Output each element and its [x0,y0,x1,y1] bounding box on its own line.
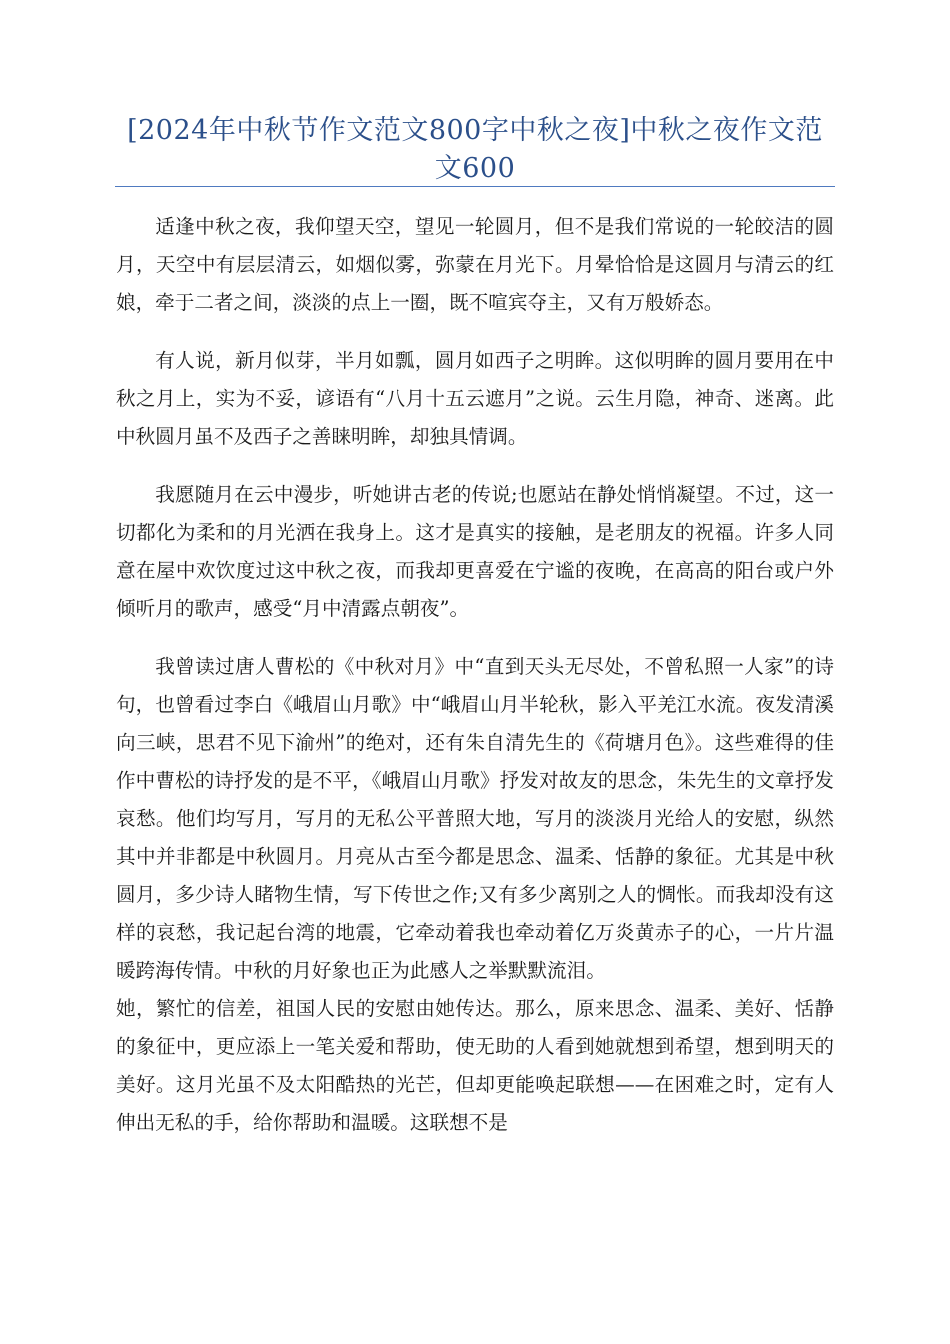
document-body [116,208,834,1162]
paragraph-4: 我曾读过唐人曹松的《中秋对月》中“直到天头无尽处，不曾私照一人家”的诗句，也曾看过李白《峨眉山月歌》中“峨眉山月半轮秋，影入平羌江水流。夜发清溪向三峡，思君不见下渝州”的绝对，还有朱自清先生的《荷塘月色》。这些难得的佳作中曹松的诗抒发的是不平，《峨眉山月歌》抒发对故友的思念，朱先生的文章抒发哀愁。他们均写月，写月的无私公平普照大地，写月的淡淡月光给人的安慰，纵然其中并非都是中秋圆月。月亮从古至今都是思念、温柔、恬静的象征。尤其是中秋圆月，多少诗人睹物生情，写下传世之作;又有多少离别之人的惆怅。而我却没有这样的哀愁，我记起台湾的地震，它牵动着我也牵动着亿万炎黄赤子的心，一片片温暖跨海传情。中秋的月好象也正为此感人之举默默流泪。 [116,655,834,982]
paragraph-5: 她，繁忙的信差，祖国人民的安慰由她传达。那么，原来思念、温柔、美好、恬静的象征中，更应添上一笔关爱和帮助，使无助的人看到她就想到希望，想到明天的美好。这月光虽不及太阳酷热的光芒，但却更能唤起联想——在困难之时，定有人伸出无私的手，给你帮助和温暖。这联想不是 [116,997,834,1134]
paragraph-1: 适逢中秋之夜，我仰望天空，望见一轮圆月，但不是我们常说的一轮皎洁的圆月，天空中有层层清云，如烟似雾，弥蒙在月光下。月晕恰恰是这圆月与清云的红娘，牵于二者之间，淡淡的点上一圈，既不喧宾夺主，又有万般娇态。 [116,215,834,314]
paragraph-2: 有人说，新月似芽，半月如瓢，圆月如西子之明眸。这似明眸的圆月要用在中秋之月上，实为不妥，谚语有“八月十五云遮月”之说。云生月隐，神奇、迷离。此中秋圆月虽不及西子之善睐明眸，却独具情调。 [116,349,834,448]
paragraph-3: 我愿随月在云中漫步，听她讲古老的传说;也愿站在静处悄悄凝望。不过，这一切都化为柔和的月光洒在我身上。这才是真实的接触，是老朋友的祝福。许多人同意在屋中欢饮度过这中秋之夜，而我却更喜爱在宁谧的夜晚，在高高的阳台或户外倾听月的歌声，感受“月中清露点朝夜”。 [116,483,834,620]
title-block [115,112,835,188]
title-underline [115,186,835,187]
document-title: [2024年中秋节作文范文800字中秋之夜]中秋之夜作文范文600 [127,115,823,184]
